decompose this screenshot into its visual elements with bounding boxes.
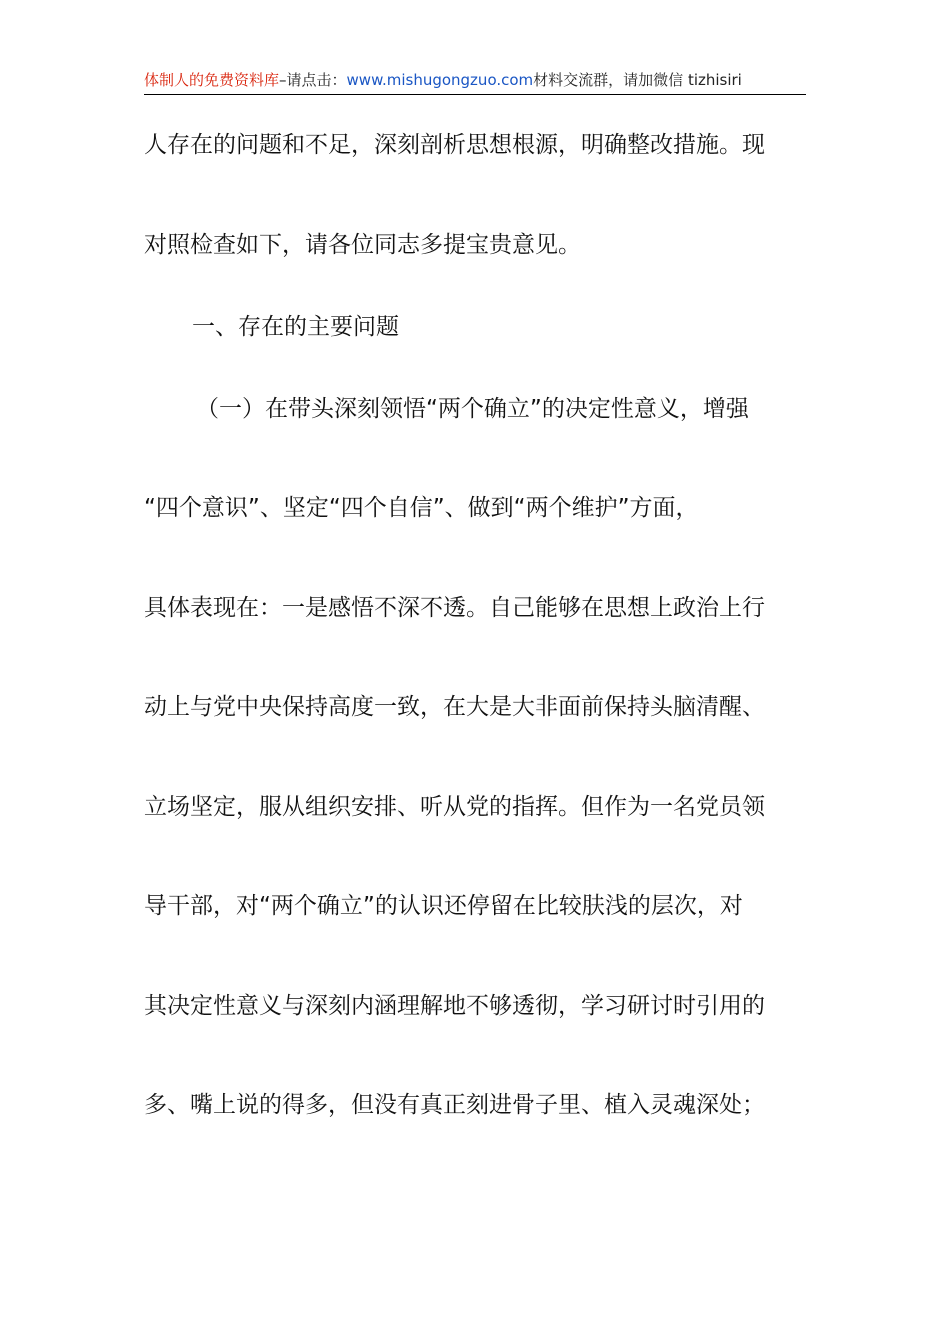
header-prompt: –请点击： bbox=[279, 71, 347, 89]
section-heading: 一、存在的主要问题 bbox=[192, 314, 399, 340]
header-url-link[interactable]: www.mishugongzuo.com bbox=[346, 71, 534, 89]
body-text-line: 对照检查如下，请各位同志多提宝贵意见。 bbox=[144, 232, 581, 258]
body-text-line: 导干部，对“两个确立”的认识还停留在比较肤浅的层次，对 bbox=[144, 893, 743, 919]
page-header bbox=[144, 68, 806, 95]
body-text-line: “四个意识”、坚定“四个自信”、做到“两个维护”方面， bbox=[144, 495, 699, 521]
body-text-line: 人存在的问题和不足，深刻剖析思想根源，明确整改措施。现 bbox=[144, 132, 765, 158]
body-text-line: 动上与党中央保持高度一致，在大是大非面前保持头脑清醒、 bbox=[144, 694, 765, 720]
body-text-line: 具体表现在：一是感悟不深不透。自己能够在思想上政治上行 bbox=[144, 595, 765, 621]
body-text-line: 立场坚定，服从组织安排、听从党的指挥。但作为一名党员领 bbox=[144, 794, 765, 820]
body-text-line: 多、嘴上说的得多，但没有真正刻进骨子里、植入灵魂深处； bbox=[144, 1092, 765, 1118]
subsection-heading-line: （一）在带头深刻领悟“两个确立”的决定性意义，增强 bbox=[196, 396, 749, 422]
header-contact-note: 材料交流群，请加微信 tizhisiri bbox=[533, 71, 742, 89]
header-brand: 体制人的免费资料库 bbox=[144, 71, 280, 89]
body-text-line: 其决定性意义与深刻内涵理解地不够透彻，学习研讨时引用的 bbox=[144, 993, 765, 1019]
